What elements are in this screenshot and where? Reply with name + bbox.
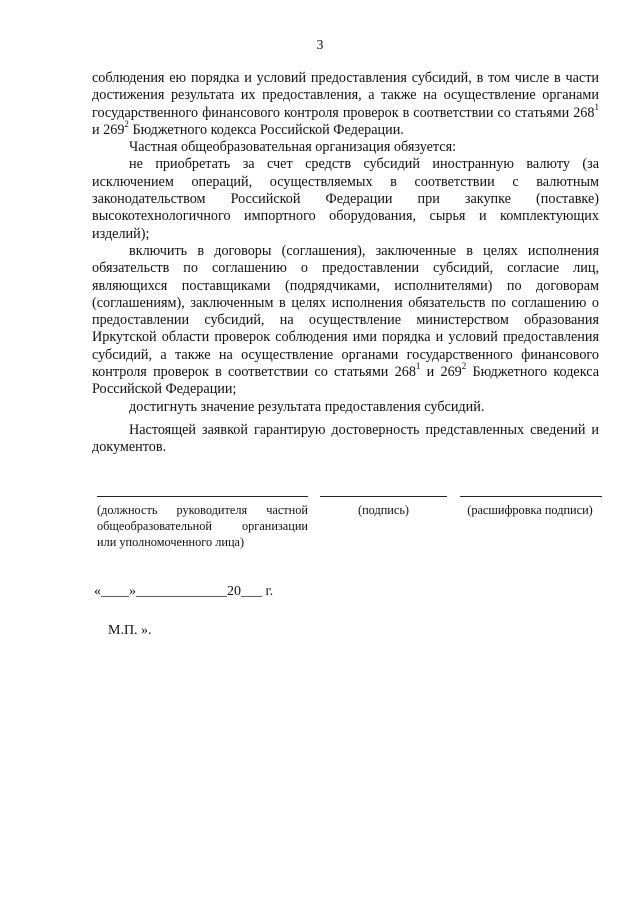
paragraph-text: соблюдения ею порядка и условий предоставления субсидий, в том числе в части достижения результата их предоставления, а также на осуществление органами государственного финансового контроля проверок в соответствии со статьями 268 bbox=[92, 70, 599, 121]
paragraph-text: Бюджетного кодекса Российской Федерации. bbox=[128, 121, 404, 138]
position-caption-line: (должность руководителя частной bbox=[97, 503, 308, 517]
superscript: 2 bbox=[124, 119, 129, 130]
position-caption-line: общеобразовательной организации bbox=[97, 519, 308, 533]
paragraph-no-foreign-currency: не приобретать за счет средств субсидий иностранную валюту (за исключением операций, осуществляемых в соответствии с валютным законодательством Российской Федерации при закупке (поставке) высокотехнологичного импортного оборудования, сырья и комплектующих изделий); bbox=[92, 156, 599, 242]
paragraph-text: и 269 bbox=[420, 364, 462, 381]
superscript: 1 bbox=[594, 101, 599, 112]
paragraph-text: и 269 bbox=[92, 121, 125, 138]
position-signature-line bbox=[97, 496, 308, 497]
paragraph-organization-commits: Частная общеобразовательная организация обязуется: bbox=[129, 139, 457, 156]
superscript: 1 bbox=[415, 361, 421, 372]
paragraph-include-in-contracts bbox=[92, 243, 599, 399]
paragraph-guarantee: Настоящей заявкой гарантирую достоверность представленных сведений и документов. bbox=[92, 421, 599, 456]
position-caption-line: или уполномоченного лица) bbox=[97, 535, 245, 549]
superscript: 2 bbox=[461, 361, 467, 372]
paragraph-text: включить в договоры (соглашения), заключенные в целях исполнения обязательств по соглашению о предоставлении субсидий, согласие лиц, являющихся поставщиками (подрядчиками, исполнителями) по договорам (соглашениям), заключенным в целях исполнения обязательств по соглашению о предоставлении субсидий, на осуществление министерством образования Иркутской области проверок соблюдения ими порядка и условий предоставления субсидий, а также на осуществление органами государственного финансового контроля проверок в соответствии со статьями 268 bbox=[92, 242, 599, 381]
position-caption bbox=[97, 502, 308, 550]
paragraph-text: Бюджетного кодекса Российской Федерации; bbox=[92, 364, 600, 398]
signature-caption: (подпись) bbox=[357, 503, 410, 517]
signature-line bbox=[320, 496, 447, 497]
page-number: 3 bbox=[316, 38, 324, 53]
paragraph-achieve-result: достигнуть значение результата предоставления субсидий. bbox=[129, 398, 485, 415]
decoding-caption: (расшифровка подписи) bbox=[467, 503, 593, 517]
decoding-signature-line bbox=[460, 496, 602, 497]
date-line: «____»_____________20___ г. bbox=[94, 584, 274, 599]
document-body bbox=[92, 70, 599, 457]
paragraph-obligation-control bbox=[92, 70, 599, 139]
stamp-placeholder: М.П. ». bbox=[108, 623, 152, 638]
